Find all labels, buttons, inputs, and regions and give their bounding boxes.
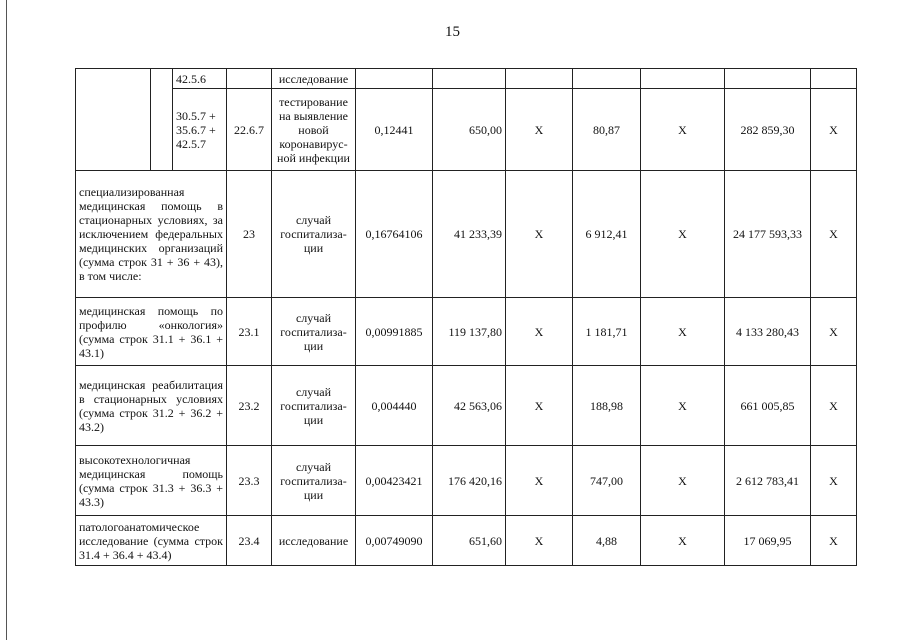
total-cell xyxy=(725,69,811,89)
x-cell: X xyxy=(811,516,857,566)
per-capita-cell: 188,98 xyxy=(573,366,641,446)
row-name-cell: специализированная медицинская помощь в стационарных условиях, за исключением федеральных медицинских организаций (сумма строк 31 + 36 + 43), в том числе: xyxy=(76,171,227,298)
row-name-cell xyxy=(76,69,151,171)
x-cell: X xyxy=(641,89,725,171)
total-cell: 4 133 280,43 xyxy=(725,298,811,366)
row-number-cell: 23 xyxy=(227,171,272,298)
x-cell: X xyxy=(811,446,857,516)
codes-cell: 42.5.6 xyxy=(173,69,227,89)
x-cell: X xyxy=(506,366,573,446)
cost-cell xyxy=(433,69,506,89)
norm-cell: 0,00749090 xyxy=(356,516,433,566)
per-capita-cell: 6 912,41 xyxy=(573,171,641,298)
x-cell: X xyxy=(811,89,857,171)
x-cell xyxy=(811,69,857,89)
cost-cell: 650,00 xyxy=(433,89,506,171)
norm-cell: 0,12441 xyxy=(356,89,433,171)
x-cell: X xyxy=(641,298,725,366)
cost-cell: 41 233,39 xyxy=(433,171,506,298)
x-cell: X xyxy=(811,366,857,446)
sub-name-cell xyxy=(151,69,173,171)
cost-cell: 42 563,06 xyxy=(433,366,506,446)
unit-cell: исследование xyxy=(272,69,356,89)
unit-cell: случай госпитализа-ции xyxy=(272,366,356,446)
norm-cell xyxy=(356,69,433,89)
x-cell: X xyxy=(506,89,573,171)
row-name-cell: медицинская помощь по профилю «онкология» (сумма строк 31.1 + 36.1 + 43.1) xyxy=(76,298,227,366)
per-capita-cell: 747,00 xyxy=(573,446,641,516)
per-capita-cell: 4,88 xyxy=(573,516,641,566)
unit-cell: исследование xyxy=(272,516,356,566)
x-cell xyxy=(506,69,573,89)
norm-cell: 0,00991885 xyxy=(356,298,433,366)
row-number-cell: 23.1 xyxy=(227,298,272,366)
row-name-cell: патологоанатомическое исследование (сумма строк 31.4 + 36.4 + 43.4) xyxy=(76,516,227,566)
row-number-cell: 23.2 xyxy=(227,366,272,446)
table-row xyxy=(76,366,857,446)
x-cell xyxy=(641,69,725,89)
page-edge-line xyxy=(6,0,7,640)
cost-cell: 119 137,80 xyxy=(433,298,506,366)
x-cell: X xyxy=(641,446,725,516)
row-number-cell: 23.3 xyxy=(227,446,272,516)
norms-table xyxy=(75,68,857,566)
total-cell: 282 859,30 xyxy=(725,89,811,171)
row-name-cell: медицинская реабилитация в стационарных условиях (сумма строк 31.2 + 36.2 + 43.2) xyxy=(76,366,227,446)
x-cell: X xyxy=(811,298,857,366)
per-capita-cell: 1 181,71 xyxy=(573,298,641,366)
table-row xyxy=(76,89,857,171)
row-number-cell: 22.6.7 xyxy=(227,89,272,171)
unit-cell: случай госпитализа-ции xyxy=(272,298,356,366)
page-number: 15 xyxy=(445,24,460,40)
row-name-cell: высокотехнологичная медицинская помощь (сумма строк 31.3 + 36.3 + 43.3) xyxy=(76,446,227,516)
row-number-cell: 23.4 xyxy=(227,516,272,566)
table-row xyxy=(76,446,857,516)
table-row xyxy=(76,171,857,298)
norm-cell: 0,00423421 xyxy=(356,446,433,516)
table-row xyxy=(76,69,857,89)
x-cell: X xyxy=(506,516,573,566)
row-number-cell xyxy=(227,69,272,89)
unit-cell: тестирование на выявление новой коронавирус-ной инфекции xyxy=(272,89,356,171)
norm-cell: 0,16764106 xyxy=(356,171,433,298)
x-cell: X xyxy=(641,366,725,446)
table-row xyxy=(76,298,857,366)
norm-cell: 0,004440 xyxy=(356,366,433,446)
total-cell: 661 005,85 xyxy=(725,366,811,446)
cost-cell: 651,60 xyxy=(433,516,506,566)
cost-cell: 176 420,16 xyxy=(433,446,506,516)
unit-cell: случай госпитализа-ции xyxy=(272,171,356,298)
table-row xyxy=(76,516,857,566)
x-cell: X xyxy=(506,171,573,298)
total-cell: 2 612 783,41 xyxy=(725,446,811,516)
per-capita-cell xyxy=(573,69,641,89)
codes-cell: 30.5.7 + 35.6.7 + 42.5.7 xyxy=(173,89,227,171)
per-capita-cell: 80,87 xyxy=(573,89,641,171)
x-cell: X xyxy=(811,171,857,298)
unit-cell: случай госпитализа-ции xyxy=(272,446,356,516)
total-cell: 17 069,95 xyxy=(725,516,811,566)
x-cell: X xyxy=(641,516,725,566)
total-cell: 24 177 593,33 xyxy=(725,171,811,298)
x-cell: X xyxy=(506,446,573,516)
x-cell: X xyxy=(641,171,725,298)
x-cell: X xyxy=(506,298,573,366)
